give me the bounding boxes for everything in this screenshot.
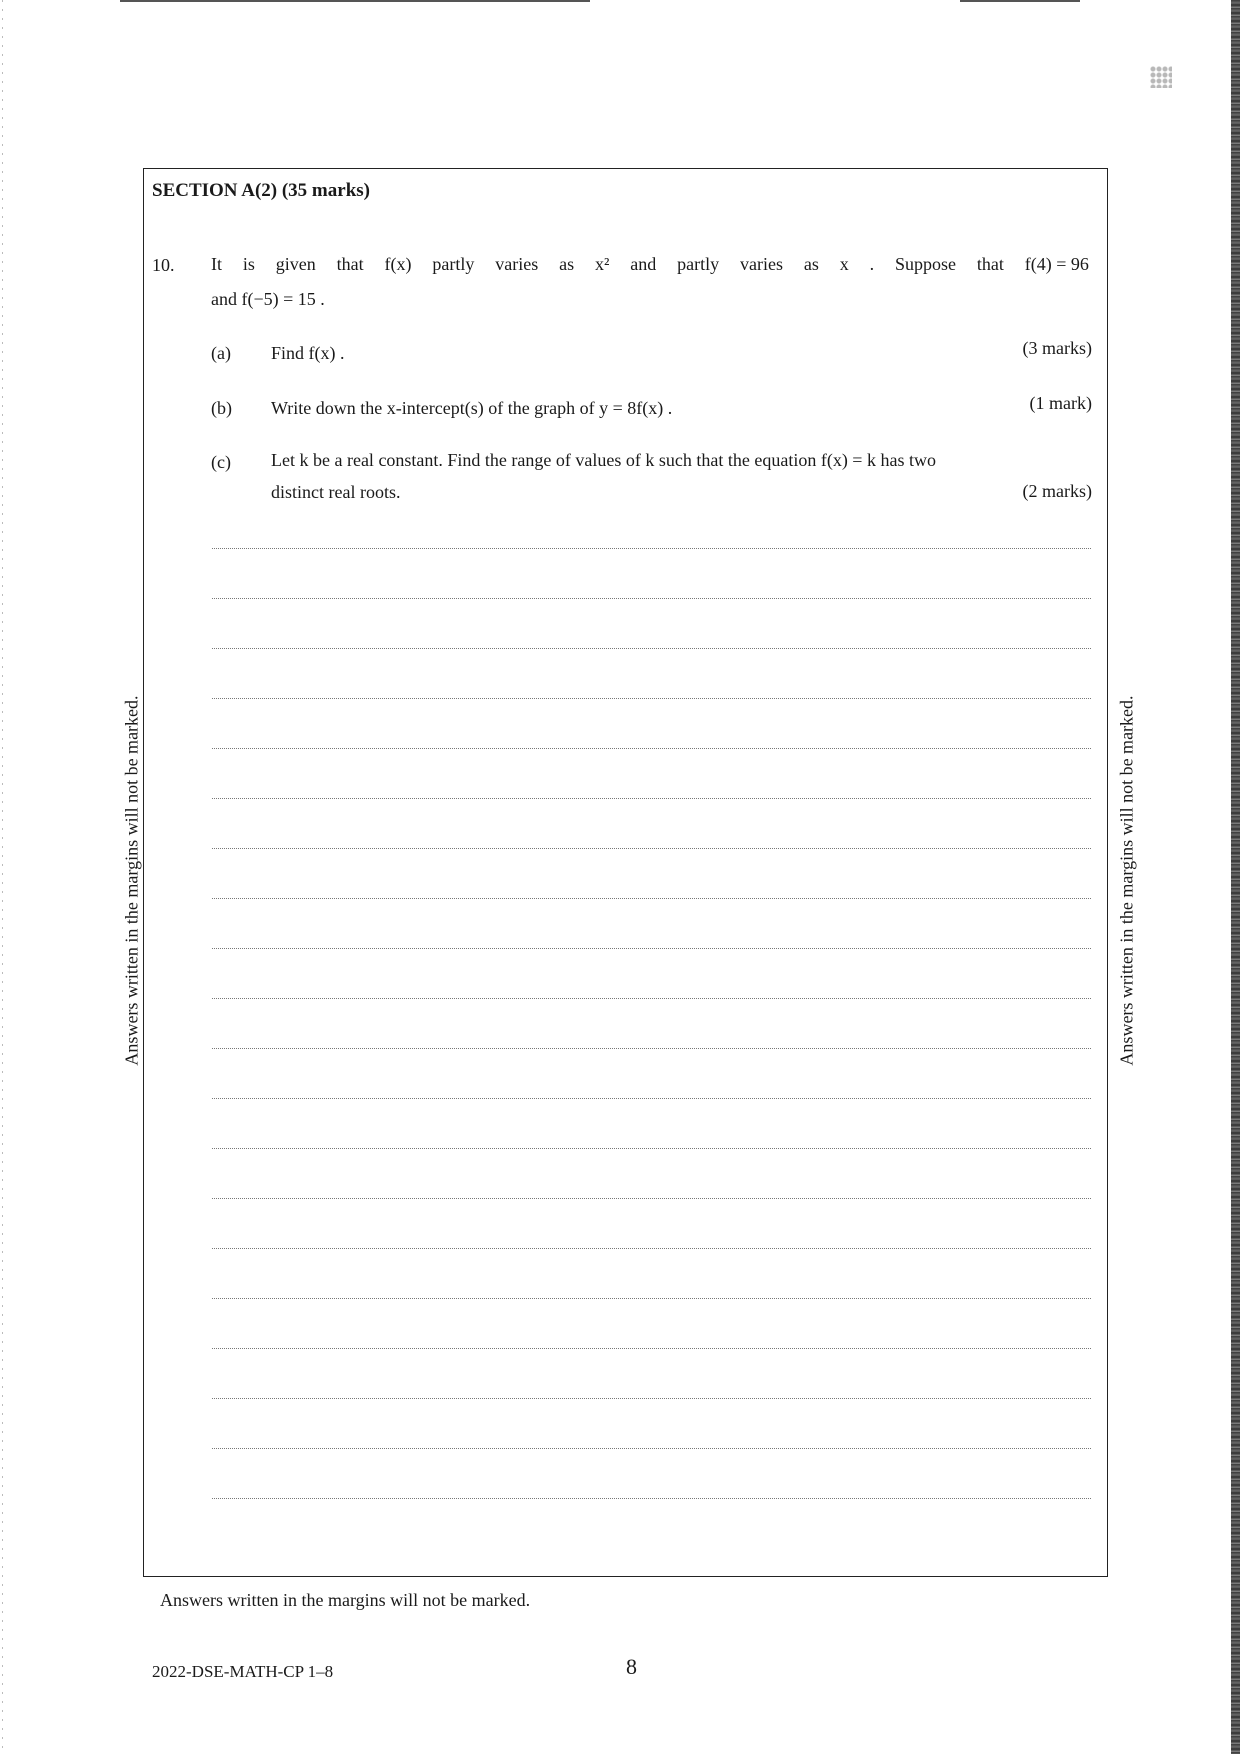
stem-word: that — [976, 254, 1004, 274]
part-c-marks: (2 marks) — [1022, 481, 1092, 501]
question-stem-line-2: and f(−5) = 15 . — [211, 289, 325, 309]
part-a-marks: (3 marks) — [1022, 338, 1092, 358]
answer-line — [212, 1048, 1091, 1049]
stem-word: as — [559, 254, 575, 274]
section-title: SECTION A(2) (35 marks) — [152, 180, 370, 201]
answer-line — [212, 898, 1091, 899]
stem-word: and — [630, 254, 657, 274]
stem-word: as — [803, 254, 819, 274]
part-c-text: Let k be a real constant. Find the range of values of k such that the equation f(x) = k has two — [271, 450, 936, 470]
stem-word: f(4) = 96 — [1024, 254, 1089, 274]
top-scan-mark — [960, 0, 1080, 2]
answer-line — [212, 848, 1091, 849]
part-b-text: Write down the x-intercept(s) of the graph of y = 8f(x) . — [271, 398, 673, 418]
bottom-margin-note: Answers written in the margins will not be marked. — [160, 1590, 531, 1610]
answer-line — [212, 1248, 1091, 1249]
top-scan-mark — [120, 0, 590, 2]
stem-word: that — [336, 254, 364, 274]
answer-line — [212, 1398, 1091, 1399]
stem-word: . — [869, 254, 875, 274]
answer-line — [212, 1198, 1091, 1199]
answer-line — [212, 648, 1091, 649]
answer-line — [212, 948, 1091, 949]
scanned-page-edge — [1231, 0, 1240, 1754]
stem-word: is — [242, 254, 255, 274]
answer-line — [212, 748, 1091, 749]
question-stem-line-1 — [211, 254, 1089, 275]
paper-code: 2022-DSE-MATH-CP 1–8 — [152, 1662, 334, 1681]
answer-line — [212, 998, 1091, 999]
scan-speck — [1150, 66, 1172, 88]
right-margin-note: Answers written in the margins will not be marked. — [1116, 695, 1137, 1066]
answer-line — [212, 698, 1091, 699]
scan-edge-dots — [2, 0, 3, 1754]
answer-line — [212, 1148, 1091, 1149]
answer-line — [212, 1348, 1091, 1349]
stem-word: It — [211, 254, 222, 274]
part-b-marks: (1 mark) — [1029, 393, 1092, 413]
stem-word: f(x) — [384, 254, 412, 274]
part-a-label: (a) — [211, 343, 231, 363]
stem-word: Suppose — [895, 254, 957, 274]
answer-line — [212, 1298, 1091, 1299]
answer-line — [212, 598, 1091, 599]
stem-word: given — [275, 254, 316, 274]
answer-frame — [143, 168, 1108, 1577]
part-b-label: (b) — [211, 398, 232, 418]
page-number: 8 — [626, 1654, 637, 1679]
stem-word: partly — [432, 254, 475, 274]
left-margin-note: Answers written in the margins will not be marked. — [121, 695, 142, 1066]
stem-word: varies — [740, 254, 783, 274]
stem-word: x² — [594, 254, 610, 274]
answer-line — [212, 1448, 1091, 1449]
stem-word: x — [839, 254, 849, 274]
answer-line — [212, 1098, 1091, 1099]
part-a-text: Find f(x) . — [271, 343, 345, 363]
answer-line — [212, 548, 1091, 549]
question-number: 10. — [152, 255, 175, 275]
part-c-label: (c) — [211, 452, 231, 472]
answer-line — [212, 798, 1091, 799]
stem-word: partly — [677, 254, 720, 274]
answer-line — [212, 1498, 1091, 1499]
stem-word: varies — [495, 254, 539, 274]
part-c-text-continued: distinct real roots. — [271, 482, 401, 502]
